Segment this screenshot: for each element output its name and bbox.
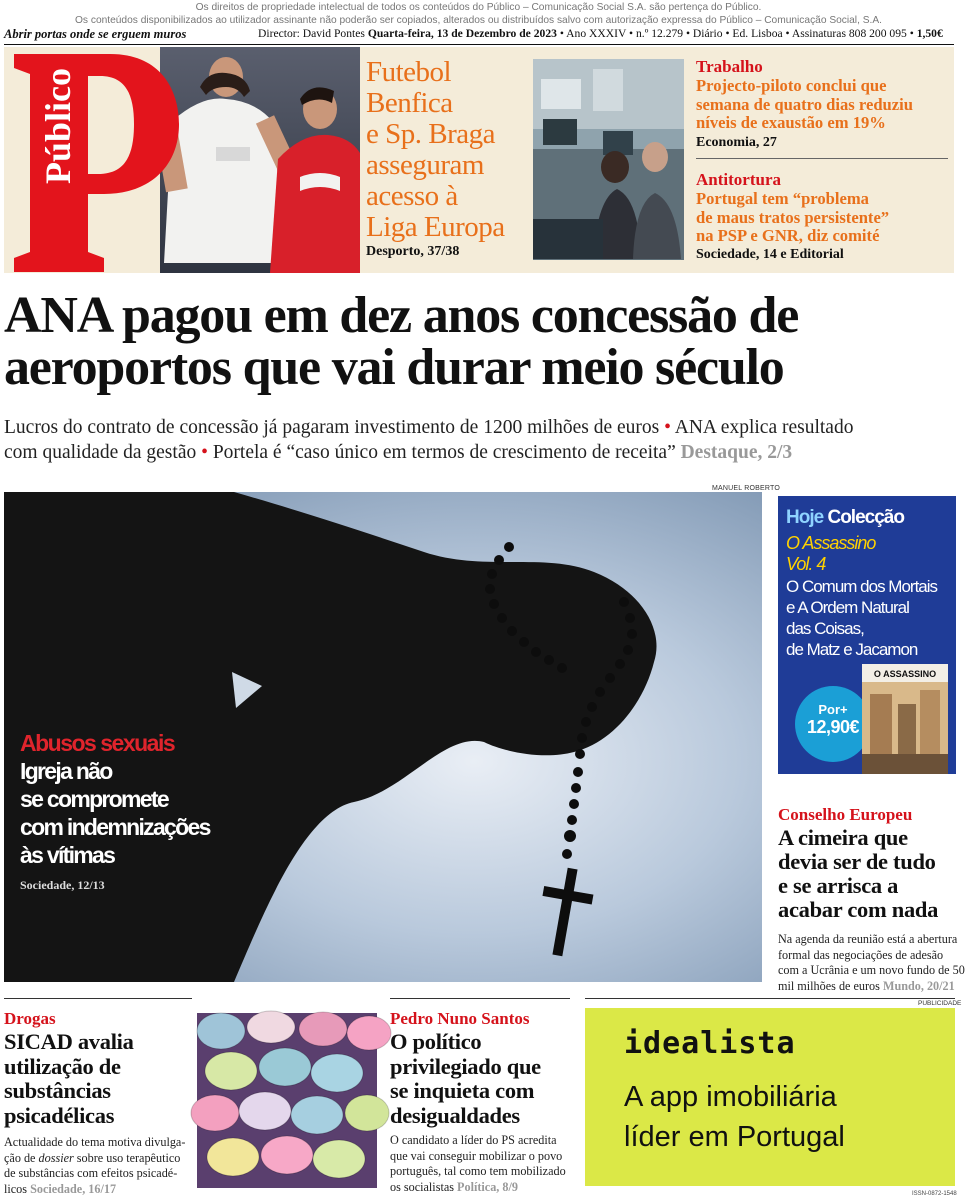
collection-desc-line: das Coisas, bbox=[786, 619, 864, 638]
conselho-body-line: Na agenda da reunião está a abertura bbox=[778, 932, 958, 946]
trabalho-teaser-headline[interactable] bbox=[696, 77, 956, 133]
abusos-headline-line: com indemnizações bbox=[20, 814, 210, 840]
masthead-details bbox=[258, 27, 943, 40]
trabalho-headline-line: semana de quatro dias reduziu bbox=[696, 94, 913, 114]
collection-desc-line: e A Ordem Natural bbox=[786, 598, 909, 617]
pns-headline[interactable] bbox=[390, 1030, 580, 1128]
drogas-body-text: licos bbox=[4, 1181, 28, 1196]
price-value: 12,90€ bbox=[806, 717, 860, 737]
issn-code: ISSN-0872-1548 bbox=[912, 1191, 957, 1197]
drogas-body-text: ção de bbox=[4, 1150, 36, 1165]
conselho-page-ref: Mundo, 20/21 bbox=[882, 978, 955, 993]
antitortura-page-ref: Sociedade, 14 e Editorial bbox=[696, 247, 844, 262]
conselho-headline-line: devia ser de tudo bbox=[778, 849, 936, 874]
abusos-headline-line: Igreja não bbox=[20, 758, 112, 784]
main-sub-text: Lucros do contrato de concessão já pagaram investimento de 1200 milhões de euros bbox=[4, 417, 660, 438]
collection-book-name bbox=[786, 533, 875, 575]
trabalho-headline-line: níveis de exaustão em 19% bbox=[696, 113, 886, 132]
main-sub-text: Portela é “caso único em termos de crescimento de receita” bbox=[212, 442, 676, 463]
football-headline-line: Benfica bbox=[366, 87, 453, 119]
divider bbox=[4, 998, 192, 999]
divider bbox=[4, 44, 954, 45]
antitortura-section-label: Antitortura bbox=[696, 170, 781, 189]
antitortura-headline-line: na PSP e GNR, diz comité bbox=[696, 226, 880, 245]
conselho-headline-line: e se arrisca a bbox=[778, 873, 899, 898]
abusos-headline[interactable] bbox=[20, 757, 260, 869]
book-cover-image[interactable] bbox=[862, 664, 948, 774]
divider bbox=[585, 998, 955, 999]
conselho-headline-line: acabar com nada bbox=[778, 897, 939, 922]
publico-wordmark bbox=[32, 60, 78, 190]
legal-notice-line-2: Os conteúdos disponibilizados ao utilizador assinante não poderão ser copiados, alterados ou distribuídos salvo com autorização expressa do Público – Comunicação Social, S.A. bbox=[75, 15, 882, 26]
main-story-page-ref: Destaque, 2/3 bbox=[680, 442, 793, 463]
drogas-body-line: Actualidade do tema motiva divulga- bbox=[4, 1135, 186, 1149]
collection-label: Colecção bbox=[827, 507, 904, 528]
drogas-section-label: Drogas bbox=[4, 1009, 56, 1028]
pns-body-text: os socialistas bbox=[390, 1179, 454, 1194]
abusos-headline-line: se compromete bbox=[20, 786, 168, 812]
trabalho-headline-line: Projecto-piloto conclui que bbox=[696, 76, 887, 95]
advertising-label: PUBLICIDADE bbox=[918, 1000, 962, 1007]
conselho-body bbox=[778, 932, 965, 994]
book-cover-title: O ASSASSINO bbox=[873, 669, 937, 679]
pns-headline-line: desigualdades bbox=[390, 1102, 520, 1128]
abusos-headline-line: às vítimas bbox=[20, 842, 115, 868]
football-headline-line: e Sp. Braga bbox=[366, 118, 495, 150]
collection-desc-line: O Comum dos Mortais bbox=[786, 577, 938, 596]
drogas-body-italic: dossier bbox=[38, 1150, 74, 1165]
drogas-body-text: sobre uso terapêutico bbox=[76, 1150, 181, 1165]
legal-notice-line-1: Os direitos de propriedade intelectual de todos os conteúdos do Público – Comunicação Social S.A. são pertença do Público. bbox=[195, 2, 762, 13]
conselho-section-label: Conselho Europeu bbox=[778, 805, 913, 824]
main-sub-text: ANA explica resultado bbox=[674, 417, 854, 438]
antitortura-teaser-headline[interactable] bbox=[696, 190, 956, 246]
ecstasy-pills-photo[interactable] bbox=[197, 1013, 377, 1188]
drogas-body-line bbox=[4, 1182, 194, 1198]
conselho-headline[interactable] bbox=[778, 826, 958, 922]
football-players-photo[interactable] bbox=[160, 47, 360, 273]
main-headline-line: ANA pagou em dez anos concessão de bbox=[4, 287, 799, 344]
main-story-subheading bbox=[4, 415, 954, 465]
cover-price: 1,50€ bbox=[916, 27, 943, 40]
ad-text-line: A app imobiliária bbox=[624, 1081, 837, 1113]
slogan: Abrir portas onde se erguem muros bbox=[4, 27, 187, 41]
conselho-body-line: formal das negociações de adesão bbox=[778, 947, 944, 962]
collection-description bbox=[786, 576, 937, 660]
masthead-info-bar bbox=[4, 26, 954, 44]
idealista-ad-text bbox=[624, 1077, 845, 1157]
ad-text-line: líder em Portugal bbox=[624, 1121, 845, 1153]
divider bbox=[696, 158, 948, 159]
drogas-headline-line: utilização de bbox=[4, 1053, 121, 1079]
bullet: • bbox=[664, 417, 671, 438]
pns-body-line bbox=[390, 1180, 580, 1196]
trabalho-page-ref: Economia, 27 bbox=[696, 135, 777, 150]
price-label: Por+ bbox=[818, 702, 848, 717]
pns-headline-line: O político bbox=[390, 1029, 482, 1054]
football-headline-line: Futebol bbox=[366, 56, 452, 88]
pns-page-ref: Política, 8/9 bbox=[457, 1179, 518, 1194]
pns-body-line: O candidato a líder do PS acredita bbox=[390, 1133, 557, 1147]
issue-date: Quarta-feira, 13 de Dezembro de 2023 bbox=[367, 27, 557, 40]
football-headline-line: acesso à bbox=[366, 180, 458, 212]
logo-name-text: Público bbox=[38, 67, 78, 184]
main-sub-text: com qualidade da gestão bbox=[4, 442, 197, 463]
pns-headline-line: privilegiado que bbox=[390, 1053, 541, 1079]
collection-price-badge bbox=[795, 686, 871, 762]
divider bbox=[390, 998, 570, 999]
conselho-body-text: mil milhões de euros bbox=[778, 978, 880, 993]
main-headline-line: aeroportos que vai durar meio século bbox=[4, 339, 784, 396]
drogas-headline-line: psicadélicas bbox=[4, 1102, 115, 1128]
pns-body-line: que vai conseguir mobilizar o povo bbox=[390, 1148, 563, 1163]
collection-name-line: Vol. 4 bbox=[786, 554, 826, 574]
main-sub-line-2 bbox=[4, 440, 954, 465]
drogas-page-ref: Sociedade, 16/17 bbox=[30, 1181, 117, 1196]
drogas-body bbox=[4, 1135, 194, 1197]
main-headline[interactable] bbox=[4, 287, 954, 396]
pns-body bbox=[390, 1133, 580, 1195]
collection-hoje: Hoje bbox=[786, 507, 824, 528]
drogas-body-line bbox=[4, 1151, 194, 1167]
abusos-page-ref: Sociedade, 12/13 bbox=[20, 878, 105, 892]
football-teaser-headline[interactable] bbox=[366, 57, 531, 243]
antitortura-headline-line: Portugal tem “problema bbox=[696, 189, 869, 208]
pns-headline-line: se inquieta com bbox=[390, 1078, 535, 1103]
collection-name-line: O Assassino bbox=[786, 533, 876, 553]
abusos-section-label: Abusos sexuais bbox=[20, 730, 175, 756]
main-sub-line-1 bbox=[4, 415, 954, 440]
collection-desc-line: de Matz e Jacamon bbox=[786, 640, 918, 659]
idealista-logo: idealista bbox=[624, 1026, 796, 1061]
bullet: • bbox=[201, 442, 208, 463]
football-page-ref: Desporto, 37/38 bbox=[366, 244, 460, 259]
football-headline-line: Liga Europa bbox=[366, 211, 505, 243]
photo-credit: MANUEL ROBERTO bbox=[712, 485, 781, 492]
director: Director: David Pontes bbox=[258, 27, 365, 40]
drogas-headline[interactable] bbox=[4, 1030, 194, 1128]
office-workers-photo[interactable] bbox=[533, 59, 684, 260]
conselho-headline-line: A cimeira que bbox=[778, 825, 908, 850]
pns-body-line: português, tal como tem mobilizado bbox=[390, 1164, 566, 1178]
drogas-body-line: de substâncias com efeitos psicadé- bbox=[4, 1166, 178, 1180]
antitortura-headline-line: de maus tratos persistente” bbox=[696, 207, 890, 227]
collection-title bbox=[786, 507, 904, 529]
trabalho-section-label: Trabalho bbox=[696, 57, 763, 76]
drogas-headline-line: SICAD avalia bbox=[4, 1029, 134, 1054]
football-headline-line: asseguram bbox=[366, 149, 484, 181]
pns-section-label: Pedro Nuno Santos bbox=[390, 1009, 530, 1028]
conselho-body-line bbox=[778, 979, 958, 995]
conselho-body-line: com a Ucrânia e um novo fundo de 50 bbox=[778, 963, 965, 977]
drogas-headline-line: substâncias bbox=[4, 1078, 111, 1103]
issue-details: • Ano XXXIV • n.º 12.279 • Diário • Ed. Lisboa • Assinaturas 808 200 095 • bbox=[559, 27, 914, 40]
